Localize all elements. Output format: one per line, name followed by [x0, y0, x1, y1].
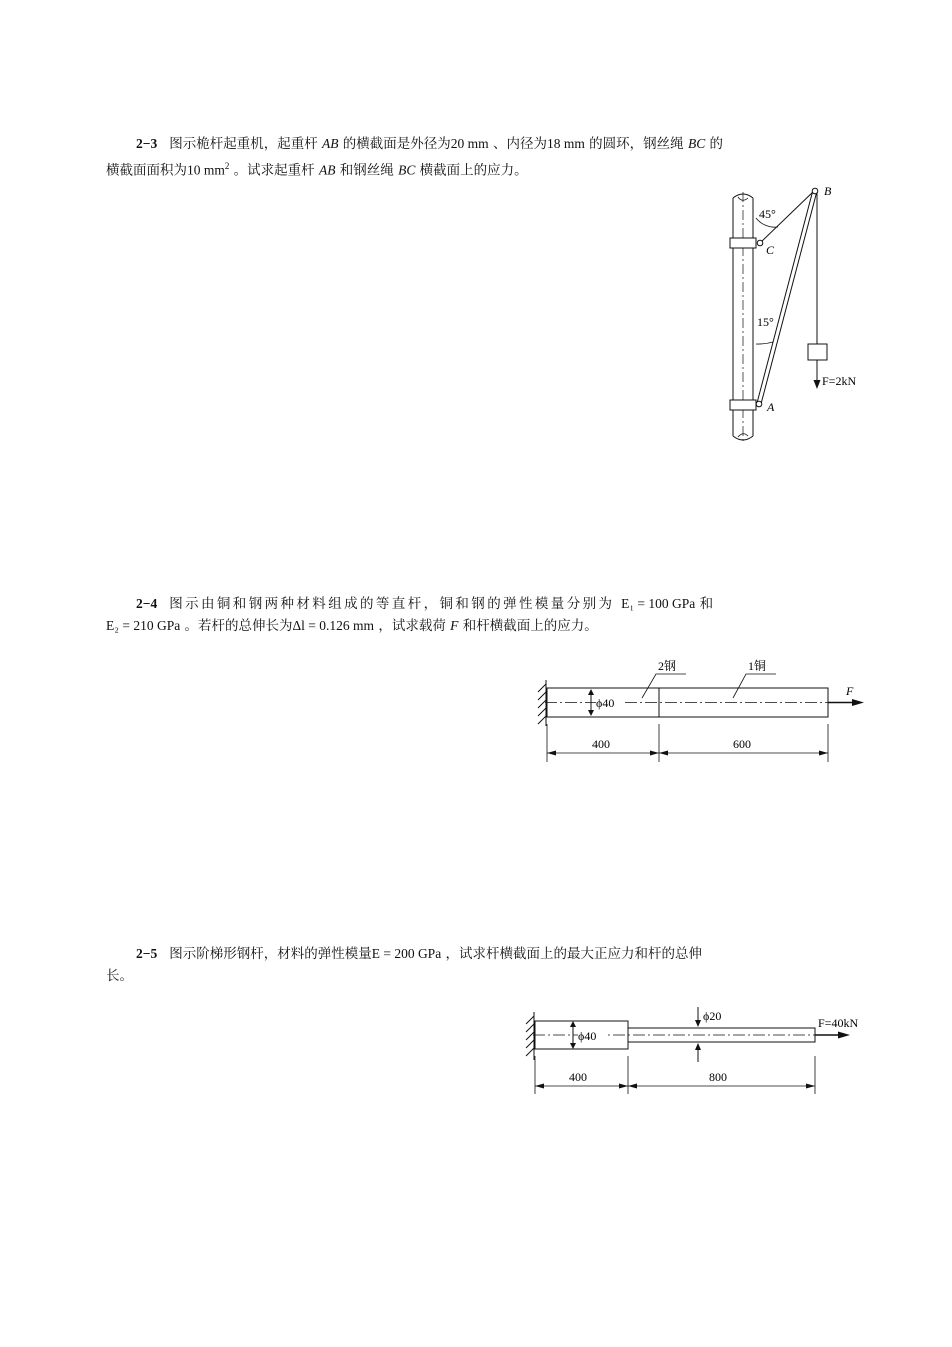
- value: Δl = 0.126 mm: [292, 618, 375, 633]
- text-segment: 的圆环，钢丝绳: [584, 136, 688, 152]
- text-segment: 图示桅杆起重机，起重杆: [169, 136, 322, 152]
- angle-label-15: 15°: [757, 315, 774, 329]
- text-segment: 横截面面积为: [106, 162, 187, 179]
- text-segment: 、内径为: [488, 136, 547, 152]
- diameter-20-label: ϕ20: [703, 1009, 722, 1023]
- load-label: F=2kN: [822, 374, 857, 388]
- value: 18 mm: [546, 136, 585, 151]
- text-segment: 和钢丝绳: [335, 162, 399, 179]
- variable: BC: [398, 162, 416, 178]
- dim-label-400: 400: [569, 1070, 587, 1084]
- problem-2-4-line-1: [106, 593, 876, 615]
- diameter-40-label: ϕ40: [578, 1029, 597, 1043]
- text-segment: 的横截面是外径为: [338, 136, 451, 152]
- text-segment: 图示阶梯形钢杆，材料的弹性模量: [169, 946, 372, 962]
- force-arrow: [828, 699, 864, 706]
- fixed-wall: [538, 680, 546, 726]
- fixed-wall: [526, 1012, 534, 1060]
- problem-2-5-line-2: [106, 965, 876, 987]
- label-b: B: [824, 184, 832, 198]
- value: E₁ = 100 GPa: [621, 596, 696, 611]
- load-block: [808, 344, 827, 360]
- figure-copper-steel-bar: [535, 650, 875, 765]
- value: E₂ = 210 GPa: [106, 618, 181, 633]
- value: E = 200 GPa: [371, 946, 442, 961]
- text-segment: 和: [695, 596, 714, 612]
- problem-number: 2−4: [136, 596, 158, 611]
- label-steel: 2钢: [658, 659, 677, 673]
- text-segment: 。试求起重杆: [229, 162, 319, 179]
- problem-number: 2−5: [136, 946, 158, 961]
- force-label: F=40kN: [818, 1016, 859, 1030]
- load-arrow: [814, 360, 821, 389]
- figure-stepped-bar: [520, 1000, 880, 1100]
- problem-2-4-line-2: [106, 615, 876, 637]
- text-segment: 。若杆的总伸长为: [180, 618, 293, 634]
- variable: BC: [687, 136, 706, 151]
- superscript: 2: [224, 161, 230, 171]
- text-segment: 横截面上的应力。: [415, 162, 528, 179]
- problem-2-4-text: [106, 593, 876, 637]
- angle-label-45: 45°: [759, 207, 776, 221]
- text-segment: 的: [705, 136, 724, 152]
- dim-label-400: 400: [592, 737, 610, 751]
- boom-ab: [757, 190, 817, 404]
- label-c: C: [766, 243, 775, 257]
- value: 20 mm: [450, 136, 489, 151]
- label-copper: 1铜: [748, 659, 767, 673]
- label-a: A: [767, 400, 775, 414]
- angle-arc-15: [756, 342, 773, 344]
- dim-label-600: 600: [733, 737, 751, 751]
- force-arrow: [815, 1032, 850, 1039]
- diameter-label: ϕ40: [596, 696, 615, 710]
- problem-2-5-text: [106, 943, 876, 987]
- variable: AB: [322, 136, 339, 151]
- joint-c: [757, 240, 763, 246]
- text-segment: ，试求杆横截面上的最大正应力和杆的总伸: [441, 946, 702, 962]
- variable: AB: [318, 162, 336, 178]
- problem-2-5-line-1: [106, 943, 876, 965]
- variable: F: [450, 618, 459, 633]
- problem-2-3-line-2: [106, 155, 876, 182]
- force-label: F: [846, 684, 854, 698]
- joint-b: [812, 188, 818, 194]
- length-dimensions: [547, 724, 828, 762]
- dim-label-800: 800: [709, 1070, 727, 1084]
- value: 10 mm: [187, 162, 225, 178]
- problem-2-3-text: [106, 133, 876, 182]
- text-segment: ，试求载荷: [374, 618, 451, 634]
- text-segment: 图示由铜和钢两种材料组成的等直杆，铜和钢的弹性模量分别为: [169, 596, 622, 612]
- text-segment: 和杆横截面上的应力。: [458, 618, 598, 634]
- problem-number: 2−3: [136, 136, 158, 151]
- problem-2-3-line-1: [106, 133, 876, 155]
- text-segment: 长。: [106, 968, 133, 984]
- joint-a: [756, 401, 762, 407]
- figure-mast-crane: [720, 182, 890, 447]
